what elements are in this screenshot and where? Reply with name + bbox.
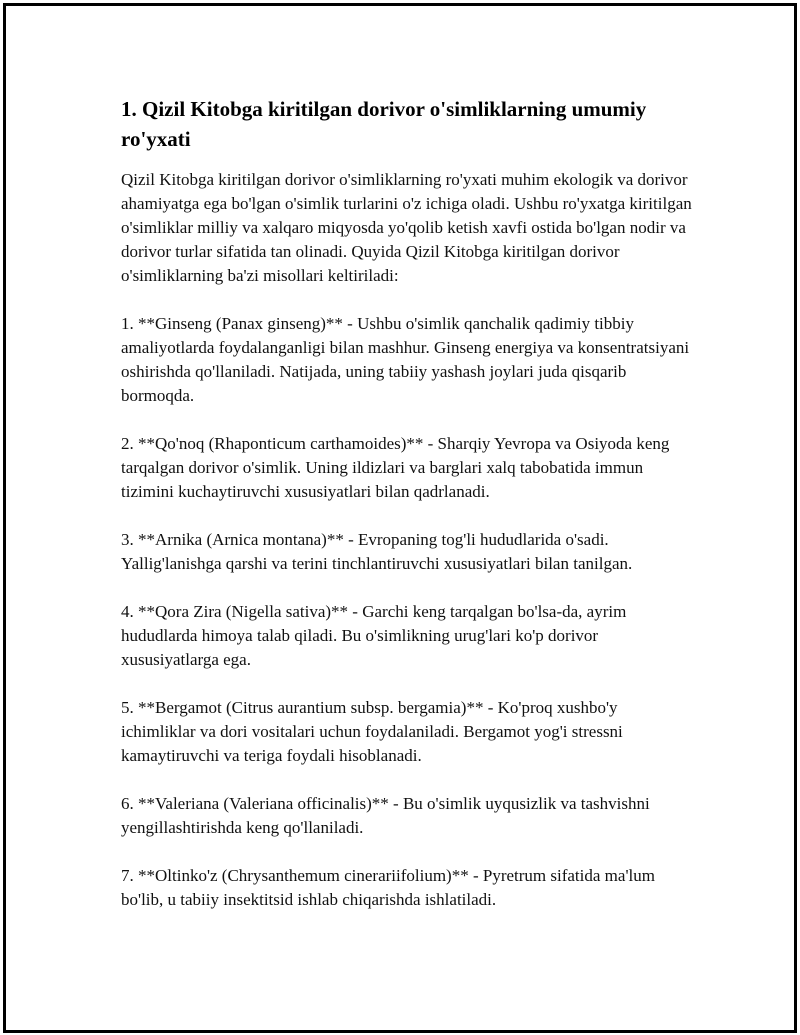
- list-item-oltinkoz: 7. **Oltinko'z (Chrysanthemum cinerariifolium)** - Pyretrum sifatida ma'lum bo'lib, u tabiiy insektitsid ishlab chiqarishda ishlatiladi.: [121, 866, 655, 909]
- intro-paragraph: Qizil Kitobga kiritilgan dorivor o'simliklarning ro'yxati muhim ekologik va dorivor ahamiyatga ega bo'lgan o'simlik turlarini o'z ichiga oladi. Ushbu ro'yxatga kiritilgan o'simliklar milliy va xalqaro miqyosda yo'qolib ketish xavfi ostida bo'lgan nodir va dorivor turlar sifatida tan olinadi. Quyida Qizil Kitobga kiritilgan dorivor o'simliklarning ba'zi misollari keltiriladi:: [121, 170, 692, 285]
- list-item-qora-zira: 4. **Qora Zira (Nigella sativa)** - Garchi keng tarqalgan bo'lsa-da, ayrim hududlarda himoya talab qiladi. Bu o'simlikning urug'lari ko'p dorivor xususiyatlarga ega.: [121, 602, 627, 669]
- list-item-valeriana: 6. **Valeriana (Valeriana officinalis)** - Bu o'simlik uyqusizlik va tashvishni yengillashtirishda keng qo'llaniladi.: [121, 794, 650, 837]
- list-item-qonoq: 2. **Qo'noq (Rhaponticum carthamoides)** - Sharqiy Yevropa va Osiyoda keng tarqalgan dorivor o'simlik. Uning ildizlari va barglari xalq tabobatida immun tizimini kuchaytiruvchi xususiyatlari bilan qadrlanadi.: [121, 434, 670, 501]
- list-item-ginseng: 1. **Ginseng (Panax ginseng)** - Ushbu o'simlik qanchalik qadimiy tibbiy amaliyotlarda foydalanganligi bilan mashhur. Ginseng energiya va konsentratsiyani oshirishda qo'llaniladi. Natijada, uning tabiiy yashash joylari juda qisqarib bormoqda.: [121, 314, 690, 405]
- list-item-bergamot: 5. **Bergamot (Citrus aurantium subsp. bergamia)** - Ko'proq xushbo'y ichimliklar va dori vositalari uchun foydalaniladi. Bergamot yog'i stressni kamaytiruvchi va teriga foydali hisoblanadi.: [121, 698, 623, 765]
- page-frame: [3, 3, 797, 1033]
- document-body: [121, 94, 696, 936]
- document-title: 1. Qizil Kitobga kiritilgan dorivor o'simliklarning umumiy ro'yxati: [121, 97, 647, 151]
- list-item-arnika: 3. **Arnika (Arnica montana)** - Evropaning tog'li hududlarida o'sadi. Yallig'lanishga qarshi va terini tinchlantiruvchi xususiyatlari bilan tanilgan.: [121, 530, 633, 573]
